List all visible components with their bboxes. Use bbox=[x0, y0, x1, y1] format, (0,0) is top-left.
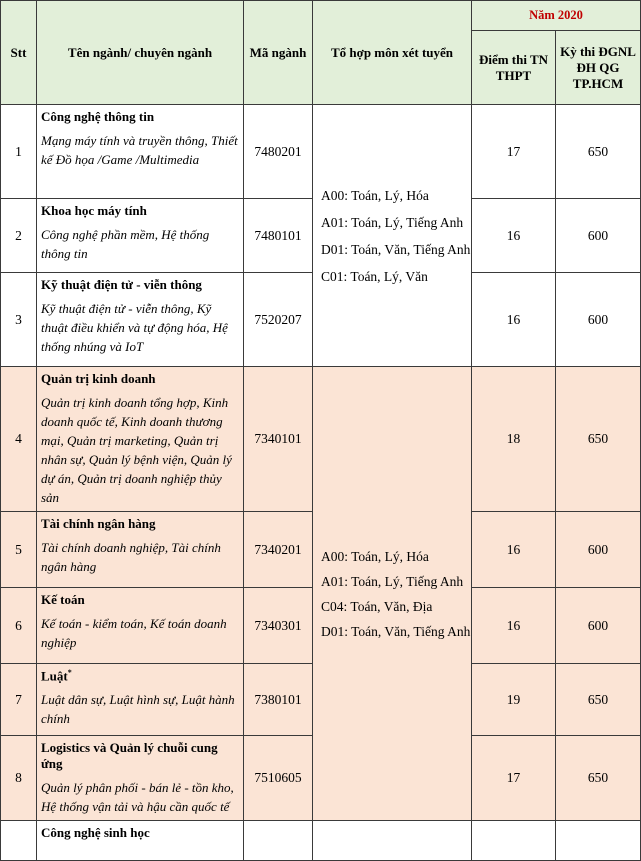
subject-combination: A01: Toán, Lý, Tiếng Anh bbox=[321, 214, 464, 230]
row-score-dgnl: 600 bbox=[556, 512, 641, 588]
header-major-name: Tên ngành/ chuyên ngành bbox=[37, 1, 244, 105]
subject-combination: D01: Toán, Văn, Tiếng Anh bbox=[321, 241, 471, 257]
row-major bbox=[37, 199, 244, 273]
row-score-dgnl: 600 bbox=[556, 588, 641, 664]
major-title: Kế toán bbox=[41, 592, 85, 607]
subject-combinations-group-1 bbox=[313, 105, 472, 367]
row-stt: 7 bbox=[1, 664, 37, 736]
row-score-dgnl: 600 bbox=[556, 199, 641, 273]
subject-combinations-group-2 bbox=[313, 367, 472, 821]
row-code bbox=[244, 821, 313, 861]
row-score-thpt: 19 bbox=[472, 664, 556, 736]
header-stt: Stt bbox=[1, 1, 37, 105]
row-score-thpt: 16 bbox=[472, 588, 556, 664]
major-title: Công nghệ sinh học bbox=[41, 825, 150, 840]
major-title: Quản trị kinh doanh bbox=[41, 371, 156, 386]
row-stt: 6 bbox=[1, 588, 37, 664]
major-specializations: Luật dân sự, Luật hình sự, Luật hành chính bbox=[41, 692, 235, 727]
row-score-dgnl: 650 bbox=[556, 367, 641, 512]
row-score-thpt: 17 bbox=[472, 736, 556, 821]
row-major bbox=[37, 273, 244, 367]
major-title: Logistics và Quản lý chuỗi cung ứng bbox=[41, 740, 218, 771]
header-subjects: Tổ hợp môn xét tuyển bbox=[313, 1, 472, 105]
row-major bbox=[37, 512, 244, 588]
subject-combination: A00: Toán, Lý, Hóa bbox=[321, 187, 429, 203]
subject-combination: C04: Toán, Văn, Địa bbox=[321, 598, 433, 614]
row-code: 7520207 bbox=[244, 273, 313, 367]
row-code: 7380101 bbox=[244, 664, 313, 736]
row-stt: 1 bbox=[1, 105, 37, 199]
major-title: Tài chính ngân hàng bbox=[41, 516, 156, 531]
row-score-dgnl: 650 bbox=[556, 736, 641, 821]
row-major bbox=[37, 664, 244, 736]
table-row bbox=[1, 105, 641, 199]
row-stt: 8 bbox=[1, 736, 37, 821]
major-specializations: Công nghệ phần mềm, Hệ thống thông tin bbox=[41, 227, 210, 261]
major-title-text: Luật bbox=[41, 668, 68, 684]
header-code: Mã ngành bbox=[244, 1, 313, 105]
row-code: 7480101 bbox=[244, 199, 313, 273]
row-score-thpt: 16 bbox=[472, 199, 556, 273]
major-specializations: Kế toán - kiểm toán, Kế toán doanh nghiệp bbox=[41, 616, 227, 650]
header-score-dgnl: Kỳ thi ĐGNL ĐH QG TP.HCM bbox=[556, 31, 641, 105]
row-score-thpt: 16 bbox=[472, 512, 556, 588]
row-stt: 3 bbox=[1, 273, 37, 367]
row-code: 7510605 bbox=[244, 736, 313, 821]
row-major bbox=[37, 821, 244, 861]
major-specializations: Tài chính doanh nghiệp, Tài chính ngân hàng bbox=[41, 540, 221, 574]
row-score-dgnl: 600 bbox=[556, 273, 641, 367]
major-title bbox=[41, 668, 239, 684]
row-major bbox=[37, 105, 244, 199]
subject-combination: A00: Toán, Lý, Hóa bbox=[321, 548, 429, 564]
row-stt bbox=[1, 821, 37, 861]
row-score-dgnl: 650 bbox=[556, 664, 641, 736]
major-title: Khoa học máy tính bbox=[41, 203, 147, 218]
row-stt: 5 bbox=[1, 512, 37, 588]
row-code: 7480201 bbox=[244, 105, 313, 199]
major-specializations: Quản trị kinh doanh tổng hợp, Kinh doanh quốc tế, Kinh doanh thương mại, Quản trị marketing, Quản trị nhân sự, Quản lý bệnh viện, Quản lý dự án, Quản trị doanh nghiệp thủy sản bbox=[41, 395, 232, 505]
header-score-thpt: Điểm thi TN THPT bbox=[472, 31, 556, 105]
major-title: Kỹ thuật điện tử - viễn thông bbox=[41, 277, 202, 292]
major-specializations: Kỹ thuật điện tử - viễn thông, Kỹ thuật điều khiển và tự động hóa, Hệ thống nhúng và IoT bbox=[41, 301, 228, 354]
table-row bbox=[1, 821, 641, 861]
row-score-dgnl bbox=[556, 821, 641, 861]
row-score-thpt: 18 bbox=[472, 367, 556, 512]
row-code: 7340201 bbox=[244, 512, 313, 588]
row-code: 7340301 bbox=[244, 588, 313, 664]
row-code: 7340101 bbox=[244, 367, 313, 512]
row-score-thpt bbox=[472, 821, 556, 861]
major-specializations: Quản lý phân phối - bán lẻ - tồn kho, Hệ thống vận tải và hậu cần quốc tế bbox=[41, 780, 234, 814]
major-specializations: Mạng máy tính và truyền thông, Thiết kế Đồ họa /Game /Multimedia bbox=[41, 133, 238, 167]
row-major bbox=[37, 588, 244, 664]
row-score-dgnl: 650 bbox=[556, 105, 641, 199]
row-major bbox=[37, 367, 244, 512]
subject-combinations-group-3 bbox=[313, 821, 472, 861]
header-year: Năm 2020 bbox=[472, 1, 641, 31]
major-title: Công nghệ thông tin bbox=[41, 109, 155, 124]
row-major bbox=[37, 736, 244, 821]
footnote-mark: * bbox=[67, 668, 72, 677]
row-score-thpt: 17 bbox=[472, 105, 556, 199]
row-stt: 2 bbox=[1, 199, 37, 273]
subject-combination: A01: Toán, Lý, Tiếng Anh bbox=[321, 573, 464, 589]
subject-combination: C01: Toán, Lý, Văn bbox=[321, 268, 428, 284]
row-score-thpt: 16 bbox=[472, 273, 556, 367]
row-stt: 4 bbox=[1, 367, 37, 512]
table-row bbox=[1, 367, 641, 512]
subject-combination: D01: Toán, Văn, Tiếng Anh bbox=[321, 623, 471, 639]
